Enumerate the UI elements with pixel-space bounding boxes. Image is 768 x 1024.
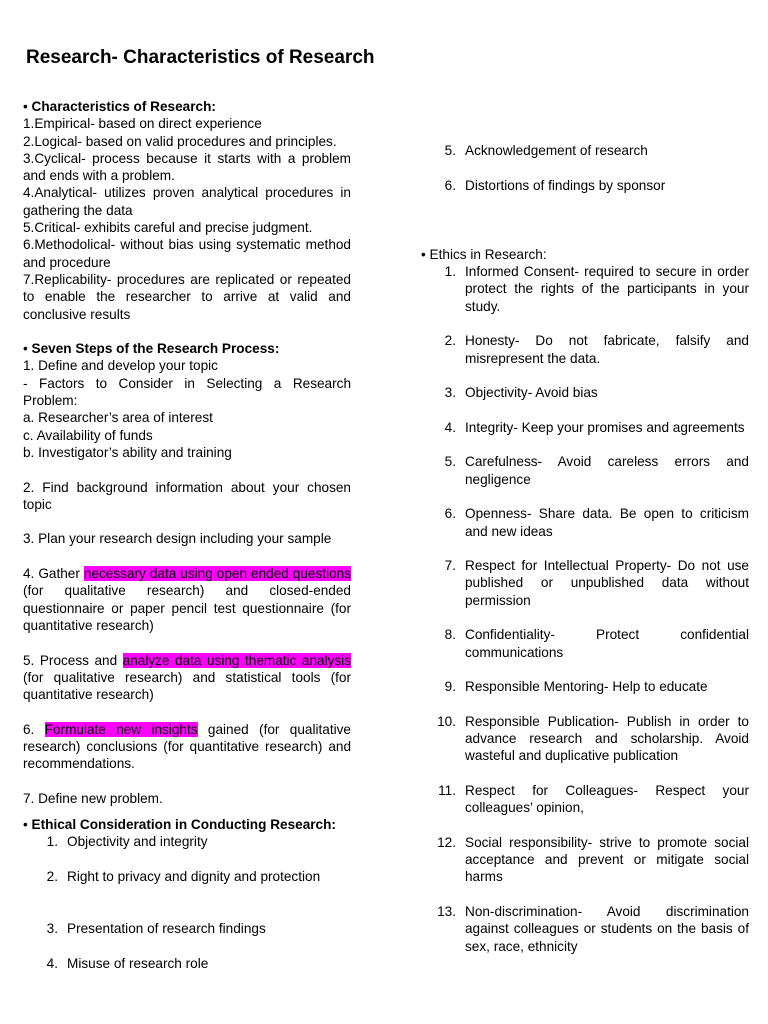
ethical-item	[23, 833, 351, 850]
step-6	[23, 721, 351, 773]
factor-item: b. Investigator’s ability and training	[23, 444, 232, 460]
ethical-item	[421, 142, 749, 159]
bullet: •	[23, 817, 32, 833]
characteristic-item: 5.Critical- exhibits careful and precise judgment.	[23, 220, 313, 236]
ethics-item	[421, 263, 749, 315]
item-text: Carefulness- Avoid careless errors and negligence	[465, 454, 749, 487]
ethical-item	[421, 177, 749, 194]
bullet: •	[23, 341, 32, 357]
bullet: •	[23, 99, 32, 114]
item-text: Openness- Share data. Be open to criticism and new ideas	[465, 506, 749, 539]
ethics-item	[421, 903, 749, 955]
item-text: Responsible Publication- Publish in order to advance research and scholarship. Avoid wasteful and duplicative publication	[465, 713, 749, 764]
item-number: 11.	[438, 782, 456, 798]
step-6-prefix: 6.	[23, 721, 45, 737]
item-text: Responsible Mentoring- Help to educate	[465, 679, 708, 695]
item-text: Respect for Colleagues- Respect your colleagues’ opinion,	[465, 782, 749, 816]
highlight: Formulate new insights	[44, 721, 198, 737]
characteristic-item: 3.Cyclical- process because it starts with a problem and ends with a problem.	[23, 150, 351, 184]
item-number: 3.	[46, 920, 58, 936]
item-text: Objectivity- Avoid bias	[465, 385, 598, 401]
page-title: Research- Characteristics of Research	[26, 47, 375, 68]
ethics-item	[421, 626, 749, 661]
item-number: 5.	[444, 454, 456, 470]
step-1-factors-intro: - Factors to Consider in Selecting a Research Problem:	[23, 375, 351, 409]
step-4-prefix: 4. Gather	[23, 566, 84, 582]
item-text: Distortions of findings by sponsor	[465, 177, 666, 193]
item-number: 6.	[444, 177, 456, 193]
ethics-item	[421, 678, 749, 695]
ethics-item	[421, 557, 749, 609]
item-number: 9.	[444, 679, 456, 695]
ethics-item	[421, 834, 749, 886]
item-number: 1.	[444, 264, 456, 280]
characteristics-heading	[23, 98, 351, 115]
ethics-item	[421, 332, 749, 367]
item-number: 2.	[46, 869, 58, 885]
factor-item: a. Researcher’s area of interest	[23, 410, 213, 426]
item-text: Informed Consent- required to secure in order protect the rights of the participants in your study.	[465, 264, 749, 314]
ethical-heading-text: Ethical Consideration in Conducting Research:	[31, 817, 336, 833]
steps-heading-text: Seven Steps of the Research Process:	[31, 341, 280, 357]
item-text: Honesty- Do not fabricate, falsify and misrepresent the data.	[465, 333, 749, 366]
step-2: 2. Find background information about your chosen topic	[23, 479, 351, 512]
item-number: 10.	[437, 713, 456, 729]
characteristic-item: 6.Methodolical- without bias using systematic method and procedure	[23, 237, 351, 270]
ethical-item	[23, 920, 351, 937]
step-3: 3. Plan your research design including your sample	[23, 531, 332, 547]
item-text: Right to privacy and dignity and protection	[67, 869, 321, 885]
item-text: Respect for Intellectual Property- Do not use published or unpublished data without permission	[465, 558, 749, 608]
item-text: Social responsibility- strive to promote social acceptance and prevent or mitigate social harms	[465, 834, 749, 885]
item-text: Confidentiality- Protect confidential communications	[465, 627, 749, 660]
characteristic-item: 4.Analytical- utilizes proven analytical procedures in gathering the data	[23, 185, 351, 218]
step-5-prefix: 5. Process and	[23, 652, 123, 668]
ethics-heading: • Ethics in Research:	[421, 246, 547, 262]
ethical-item	[23, 868, 351, 885]
ethical-item	[23, 955, 351, 972]
item-number: 12.	[437, 834, 456, 850]
highlight: necessary data using open ended questions	[83, 566, 352, 582]
item-text: Acknowledgement of research	[465, 143, 648, 158]
ethical-heading	[23, 816, 351, 833]
step-1: 1. Define and develop your topic	[23, 358, 218, 374]
characteristics-heading-text: Characteristics of Research:	[31, 99, 216, 114]
steps-heading	[23, 340, 351, 357]
ethics-item	[421, 782, 749, 817]
item-text: Objectivity and integrity	[67, 834, 208, 850]
item-number: 3.	[444, 385, 456, 401]
item-text: Integrity- Keep your promises and agreements	[465, 419, 745, 435]
item-number: 8.	[444, 627, 456, 643]
right-column	[421, 142, 749, 955]
item-text: Misuse of research role	[67, 955, 209, 971]
characteristic-item: 7.Replicability- procedures are replicated or repeated to enable the researcher to arrive at valid and conclusive results	[23, 271, 351, 322]
step-5-suffix: (for qualitative research) and statistical tools (for quantitative research)	[23, 669, 351, 703]
step-7: 7. Define new problem.	[23, 790, 163, 806]
ethics-item	[421, 453, 749, 488]
characteristic-item: 1.Empirical- based on direct experience	[23, 116, 262, 132]
left-column	[23, 98, 351, 972]
item-number: 4.	[444, 419, 456, 435]
item-number: 2.	[444, 333, 456, 349]
step-6-suffix: gained (for qualitative research) conclusions (for quantitative research) and recommendations.	[23, 721, 351, 772]
item-number: 4.	[46, 955, 58, 971]
ethics-item	[421, 505, 749, 540]
characteristic-item: 2.Logical- based on valid procedures and principles.	[23, 133, 337, 149]
step-4-suffix: (for qualitative research) and closed-ended questionnaire or paper pencil test questionnaire (for quantitative research)	[23, 583, 351, 633]
ethics-item	[421, 384, 749, 401]
item-number: 7.	[444, 558, 456, 574]
step-4	[23, 565, 351, 634]
item-number: 13.	[437, 904, 456, 920]
ethics-item	[421, 419, 749, 436]
item-number: 6.	[444, 506, 456, 522]
ethics-item	[421, 713, 749, 765]
item-number: 1.	[46, 834, 58, 850]
step-5	[23, 652, 351, 704]
item-number: 5.	[444, 143, 456, 158]
factor-item: c. Availability of funds	[23, 427, 153, 443]
item-text: Presentation of research findings	[67, 920, 266, 936]
item-text: Non-discrimination- Avoid discrimination against colleagues or students on the basis of sex, race, ethnicity	[465, 904, 749, 954]
highlight: analyze data using thematic analysis	[122, 652, 351, 668]
